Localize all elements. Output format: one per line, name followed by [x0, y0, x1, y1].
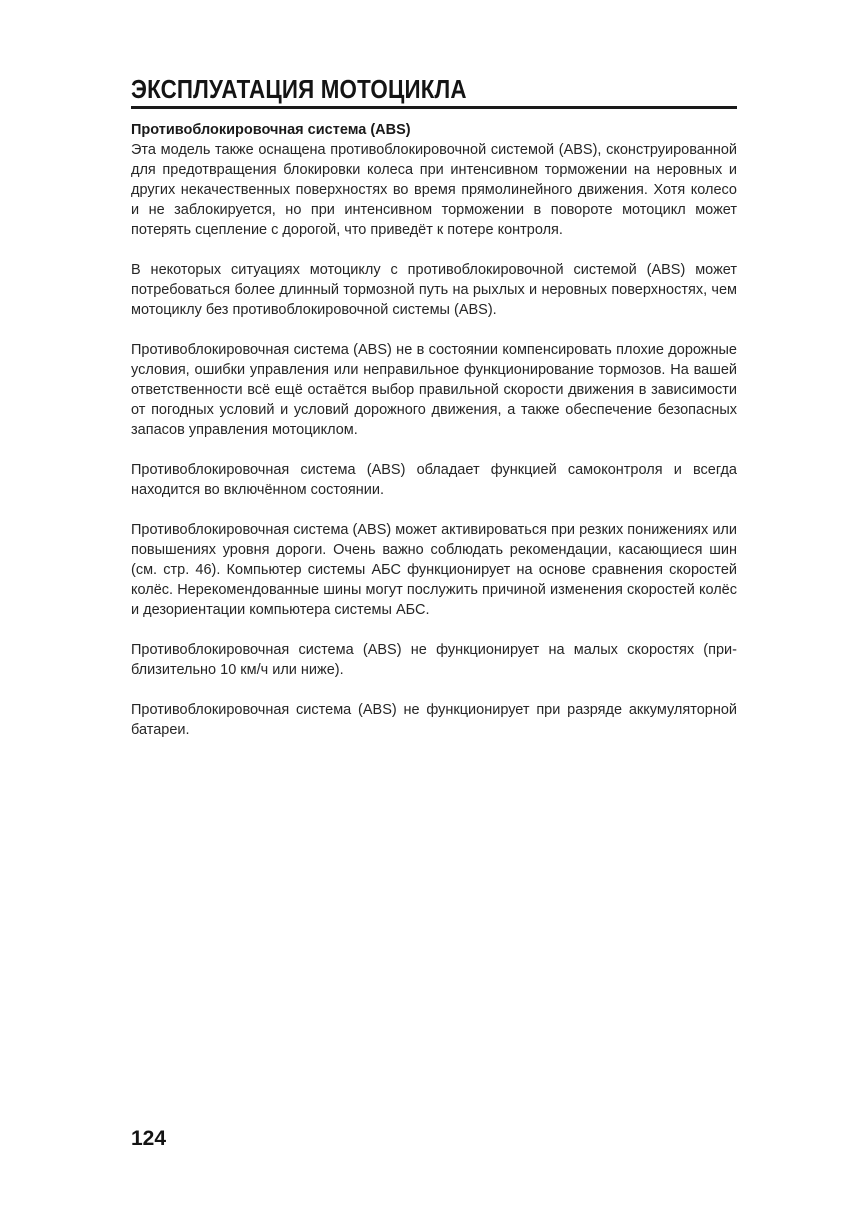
- paragraph-self-check: Противоблокировочная система (ABS) обладает функцией самоконтроля и всегда находится во включённом состоянии.: [131, 462, 737, 498]
- page-number: 124: [131, 1127, 167, 1150]
- paragraph-braking-distance: В некоторых ситуациях мотоциклу с противоблокировочной системой (ABS) может потребоваться более длинный тормозной путь на рыхлых и неровных поверхностях, чем мотоциклу без противоблокировочной системы (ABS).: [131, 262, 737, 318]
- paragraph-tires: Противоблокировочная система (ABS) может активироваться при резких понижениях или повышениях уровня дороги. Очень важно соблюдать рекомендации, касающиеся шин (см. стр. 46). Компьютер системы АБС функционирует на основе сравнения скоростей колёс. Нерекомендованные шины могут послужить причиной изменения скоростей колёс и дезориентации компьютера системы АБС.: [131, 522, 737, 618]
- page-content: [131, 120, 737, 760]
- section-heading: Противоблокировочная система (ABS): [131, 122, 411, 138]
- header-divider: [131, 106, 737, 109]
- paragraph-low-speed: Противоблокировочная система (ABS) не функционирует на малых скоростях (приблизительно 10 км/ч или ниже).: [131, 642, 737, 678]
- paragraph-abs-intro: Эта модель также оснащена противоблокировочной системой (ABS), сконструированной для предотвращения блокировки колеса при интенсивном торможении на неровных и других некачественных поверхностях во время прямолинейного движения. Хотя колесо и не заблокируется, но при интенсивном торможении в повороте мотоцикл может потерять сцепление с дорогой, что приведёт к потере контроля.: [131, 142, 737, 238]
- chapter-title: ЭКСПЛУАТАЦИЯ МОТОЦИКЛА: [131, 74, 467, 104]
- paragraph-battery: Противоблокировочная система (ABS) не функционирует при разряде аккумуляторной батареи.: [131, 702, 737, 738]
- paragraph-limitations: Противоблокировочная система (ABS) не в состоянии компенсировать плохие дорожные условия, ошибки управления или неправильное функционирование тормозов. На вашей ответственности всё ещё остаётся выбор правильной скорости движения в зависимости от погодных условий и условий дорожного движения, а также обеспечение безопасных запасов управления мотоциклом.: [131, 342, 737, 438]
